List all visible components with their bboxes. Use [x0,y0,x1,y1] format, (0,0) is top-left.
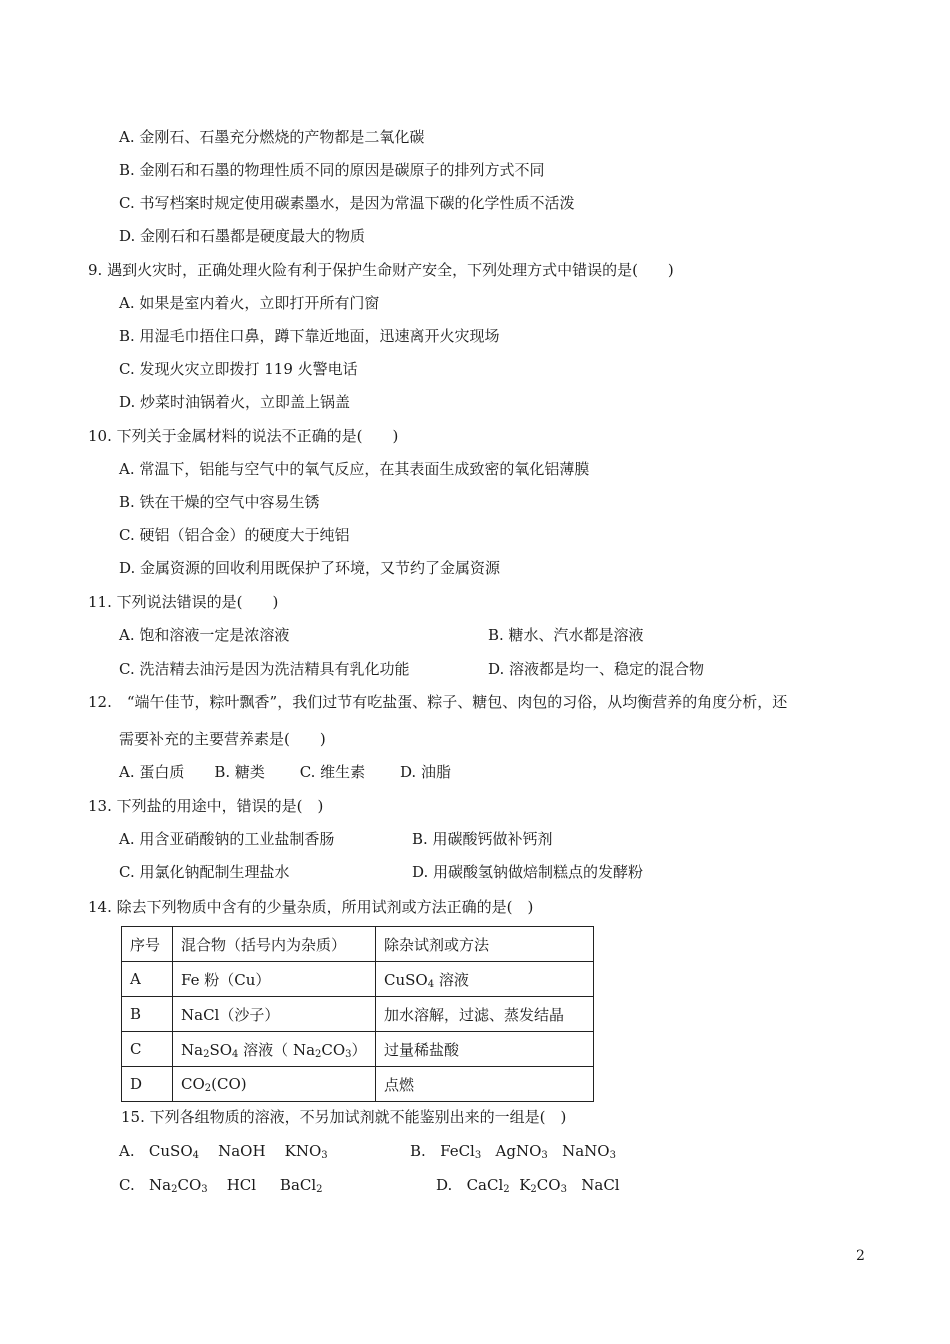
q15-option-d: D. CaCl$_2$ $K_2CO_3$ NaCl [436,1176,620,1195]
line-c-carbon: C. 书写档案时规定使用碳素墨水，是因为常温下碳的化学性质不活泼 [119,194,575,212]
cell-method: 点燃 [376,1067,594,1102]
q13-option-c: C. 用氯化钠配制生理盐水 [119,863,290,881]
table-row [122,1067,594,1102]
table-row [122,997,594,1032]
question-12-cont: 需要补充的主要营养素是( ) [119,730,326,748]
q9-option-a: A. 如果是室内着火，立即打开所有门窗 [119,294,380,312]
line-a-carbon: A. 金刚石、石墨充分燃烧的产物都是二氧化碳 [119,128,425,146]
q9-option-d: D. 炒菜时油锅着火，立即盖上锅盖 [119,393,351,411]
question-12: 12. “端午佳节，粽叶飘香”，我们过节有吃盐蛋、粽子、糖包、肉包的习俗，从均衡营养的角度分析，还 [88,693,788,711]
table-row [122,962,594,997]
q10-option-d: D. 金属资源的回收利用既保护了环境，又节约了金属资源 [119,559,501,577]
line-b-carbon: B. 金刚石和石墨的物理性质不同的原因是碳原子的排列方式不同 [119,161,545,179]
cell-id: B [122,997,173,1032]
header-id: 序号 [122,927,173,962]
q13-option-a: A. 用含亚硝酸钠的工业盐制香肠 [119,830,335,848]
q15-option-c: C. $Na_2CO_3$ HCl BaCl$_2$ [119,1176,323,1195]
q12-options: A. 蛋白质 B. 糖类 C. 维生素 D. 油脂 [119,763,451,781]
q11-option-c: C. 洗洁精去油污是因为洗洁精具有乳化功能 [119,660,410,678]
table-row [122,1032,594,1067]
question-10: 10. 下列关于金属材料的说法不正确的是( ) [88,427,399,445]
q10-option-b: B. 铁在干燥的空气中容易生锈 [119,493,320,511]
cell-mixture: $CO_2(CO)$ [173,1067,376,1102]
line-d-carbon: D. 金刚石和石墨都是硬度最大的物质 [119,227,366,245]
question-13: 13. 下列盐的用途中，错误的是( ) [88,797,324,815]
cell-id: A [122,962,173,997]
q13-option-d: D. 用碳酸氢钠做焙制糕点的发酵粉 [412,863,644,881]
cell-mixture: Fe 粉（Cu） [173,962,376,997]
q15-option-b: B. FeCl$_3$ AgNO$_3$ NaNO$_3$ [410,1142,616,1161]
q11-option-a: A. 饱和溶液一定是浓溶液 [119,626,290,644]
q11-option-b: B. 糖水、汽水都是溶液 [488,626,644,644]
cell-id: C [122,1032,173,1067]
q9-option-c: C. 发现火灾立即拨打 119 火警电话 [119,360,358,378]
cell-mixture: NaCl（沙子） [173,997,376,1032]
cell-method: 加水溶解，过滤、蒸发结晶 [376,997,594,1032]
question-14: 14. 除去下列物质中含有的少量杂质，所用试剂或方法正确的是( ) [88,898,534,916]
q13-option-b: B. 用碳酸钙做补钙剂 [412,830,553,848]
q10-option-c: C. 硬铝（铝合金）的硬度大于纯铝 [119,526,350,544]
q10-option-a: A. 常温下，铝能与空气中的氧气反应，在其表面生成致密的氧化铝薄膜 [119,460,590,478]
q9-option-b: B. 用湿毛巾捂住口鼻，蹲下靠近地面，迅速离开火灾现场 [119,327,500,345]
question-9: 9. 遇到火灾时，正确处理火险有利于保护生命财产安全，下列处理方式中错误的是( ) [88,261,674,279]
header-mixture: 混合物（括号内为杂质） [173,927,376,962]
table-header-row [122,927,594,962]
question-11: 11. 下列说法错误的是( ) [88,593,279,611]
cell-id: D [122,1067,173,1102]
cell-mixture: $Na_2SO_4$ 溶液（ $Na_2CO_3$） [173,1032,376,1067]
header-method: 除杂试剂或方法 [376,927,594,962]
page-number: 2 [856,1248,865,1264]
question-15: 15. 下列各组物质的溶液，不另加试剂就不能鉴别出来的一组是( ) [121,1108,567,1126]
impurity-table [121,926,594,1102]
q11-option-d: D. 溶液都是均一、稳定的混合物 [488,660,705,678]
q15-option-a: A. CuSO$_4$ NaOH $KNO_3$ [119,1142,328,1161]
cell-method: 过量稀盐酸 [376,1032,594,1067]
cell-method: CuSO$_4$ 溶液 [376,962,594,997]
